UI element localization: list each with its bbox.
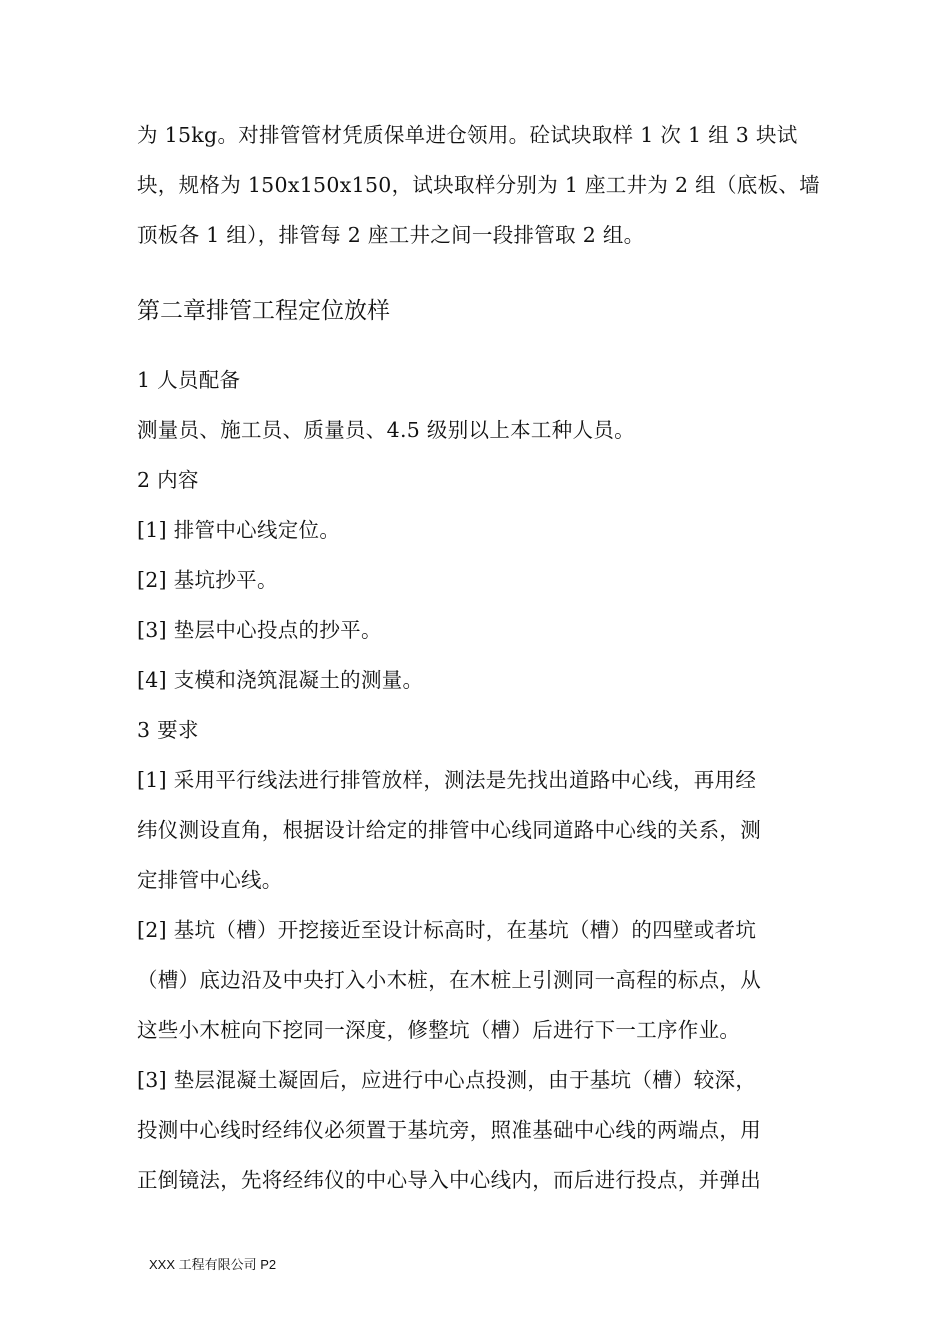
section-title-requirements: 3 要求 [137,718,199,742]
chapter-heading: 第二章排管工程定位放样 [137,298,390,324]
text-line: 为 15kg。对排管管材凭质保单进仓领用。砼试块取样 1 次 1 组 3 块试 [137,123,798,147]
requirement-line: （槽）底边沿及中央打入小木桩，在木桩上引测同一高程的标点，从 [137,968,761,992]
list-item: [4] 支模和浇筑混凝土的测量。 [137,668,424,692]
requirement-line: 这些小木桩向下挖同一深度，修整坑（槽）后进行下一工序作业。 [137,1018,741,1042]
requirement-line: 正倒镜法，先将经纬仪的中心导入中心线内，而后进行投点，并弹出 [137,1168,761,1192]
list-item: [2] 基坑抄平。 [137,568,278,592]
requirement-line: 纬仪测设直角，根据设计给定的排管中心线同道路中心线的关系，测 [137,818,761,842]
list-item: [1] 排管中心线定位。 [137,518,341,542]
requirement-line: [1] 采用平行线法进行排管放样，测法是先找出道路中心线，再用经 [137,768,757,792]
chapter-body [137,355,827,1205]
requirement-line: [3] 垫层混凝土凝固后，应进行中心点投测，由于基坑（槽）较深， [137,1068,757,1092]
section-title-staffing: 1 人员配备 [137,368,241,392]
text-line: 顶板各 1 组），排管每 2 座工井之间一段排管取 2 组。 [137,223,645,247]
section-title-content: 2 内容 [137,468,199,492]
requirement-line: 投测中心线时经纬仪必须置于基坑旁，照准基础中心线的两端点，用 [137,1118,761,1142]
intro-paragraph [137,110,827,260]
requirement-line: 定排管中心线。 [137,868,283,892]
staffing-text: 测量员、施工员、质量员、4.5 级别以上本工种人员。 [137,418,635,442]
list-item: [3] 垫层中心投点的抄平。 [137,618,382,642]
page-footer: XXX 工程有限公司 P2 [149,1257,277,1272]
text-line: 块，规格为 150x150x150，试块取样分别为 1 座工井为 2 组（底板、墙 [137,173,820,197]
requirement-line: [2] 基坑（槽）开挖接近至设计标高时，在基坑（槽）的四壁或者坑 [137,918,757,942]
